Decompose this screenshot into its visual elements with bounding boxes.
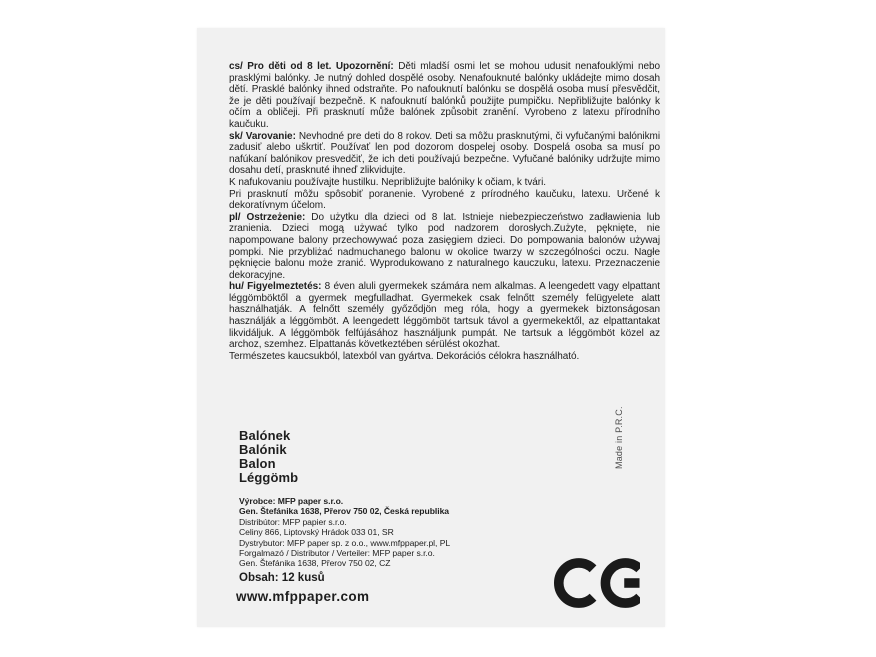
warning-paragraph: Pri prasknutí môžu spôsobiť poranenie. Vyrobené z prírodného kaučuku, latexu. Určené k dekoratívnym účelom. <box>229 188 660 212</box>
warning-paragraph: K nafukovaniu používajte hustilku. Nepribližujte balóniky k očiam, k tvári. <box>229 176 546 188</box>
distributor-sk: Distribútor: MFP papier s.r.o. <box>239 516 347 527</box>
warning-paragraph <box>229 212 660 282</box>
warning-pl <box>229 212 660 282</box>
warning-paragraph: Természetes kaucsukból, latexból van gyártva. Dekorációs célokra használható. <box>229 350 580 362</box>
warning-hu <box>229 281 660 362</box>
warnings-block <box>229 61 660 362</box>
warning-text: 8 éven aluli gyermekek számára nem alkalmas. A leengedett vagy elpattant léggömböktől a gyermek megfulladhat. Gyermekek csak felnőtt személy felügyelete alatt használhatják. A felnőtt személy győződjön meg róla, hogy a gyermekek biztonságosan használják a léggömböt. A leengedett léggömböt tartsuk távol a gyermekektől, az elpattantakat likvidáljuk. A léggömbök felfújásához használjunk pumpát. Ne tartsuk a léggömböt közel az archoz, szemhez. Elpattanás következtében sérülést okozhat. <box>229 281 660 351</box>
warning-label-hu: hu/ Figyelmeztetés: <box>229 281 322 293</box>
warning-cs <box>229 61 660 131</box>
product-names-block <box>239 429 298 485</box>
distributor-address: Gen. Štefánika 1638, Přerov 750 02, CZ <box>239 558 391 569</box>
warning-label-pl: pl/ Ostrzeżenie: <box>229 211 306 223</box>
distributor-pl: Dystrybutor: MFP paper sp. z o.o., www.mfppaper.pl, PL <box>239 537 451 548</box>
product-name-hu: Léggömb <box>239 470 299 485</box>
warning-text: Děti mladší osmi let se mohou udusit nenafouklými nebo prasklými balónky. Je nutný dohled dospělé osoby. Nenafouknuté balónky ukládejte mimo dosah dětí. Prasklé balónky ihned odstraňte. Po nafouknutí balónku se dospělá osoba musí přesvědčit, že je děti používají bezpečně. K nafouknutí balónků použijte pumpičku. Nepřibližujte balónky k očím a obličeji. Při prasknutí může balónek způsobit zranění. Vyrobeno z latexu přírodního kaučuku. <box>229 61 660 130</box>
label-page <box>197 28 665 627</box>
website-url: www.mfppaper.com <box>236 589 370 604</box>
manufacturer-address: Gen. Štefánika 1638, Přerov 750 02, Česká republika <box>239 506 450 517</box>
warning-text: Do użytku dla dzieci od 8 lat. Istnieje niebezpieczeństwo zadławienia lub zranienia. Dzieci mogą używać tylko pod nadzorem dorosłych.Zużyte, pęknięte, nie napompowane balony przechowywać poza zasięgiem dzieci. Do pompowania balonów używaj pompki. Nie przybliżać nadmuchanego balonu w okolice twarzy w szczególności oczu. Nagłe pęknięcie balonu może zranić. Wyprodukowano z naturalnego kauczuku, latexu. Przeznaczenie dekoracyjne. <box>229 211 660 281</box>
contents-count: Obsah: 12 kusů <box>239 572 325 584</box>
distributor-sk-address: Celiny 866, Liptovský Hrádok 033 01, SR <box>239 527 394 538</box>
warning-label-sk: sk/ Varovanie: <box>229 130 296 142</box>
manufacturer-block <box>239 496 450 569</box>
product-name-cs: Balónek <box>239 428 291 443</box>
manufacturer-line: Výrobce: MFP paper s.r.o. <box>239 496 344 506</box>
product-name-sk: Balónik <box>239 442 287 457</box>
warning-label-cs: cs/ Pro děti od 8 let. Upozornění: <box>229 61 394 72</box>
warning-paragraph <box>229 131 660 177</box>
made-in-label: Made in P.R.C. <box>614 406 624 469</box>
warning-paragraph <box>229 281 660 351</box>
distributor-hu: Forgalmazó / Distributor / Verteiler: MFP paper s.r.o. <box>239 548 435 559</box>
product-name-pl: Balon <box>239 456 276 471</box>
ce-mark-icon <box>554 552 640 614</box>
warning-paragraph <box>229 61 660 131</box>
warning-text: Nevhodné pre deti do 8 rokov. Deti sa môžu prasknutými, či vyfučanými balónikmi zadusiť alebo uškrtiť. Používať len pod dozorom dospelej osoby. Dospelá osoba sa musí po nafúkaní balónikov presvedčiť, že ich deti používajú bezpečne. Vyfučané balóniky udržujte mimo dosahu detí, prasknuté ihneď zlikvidujte. <box>229 130 660 177</box>
warning-sk <box>229 131 660 212</box>
